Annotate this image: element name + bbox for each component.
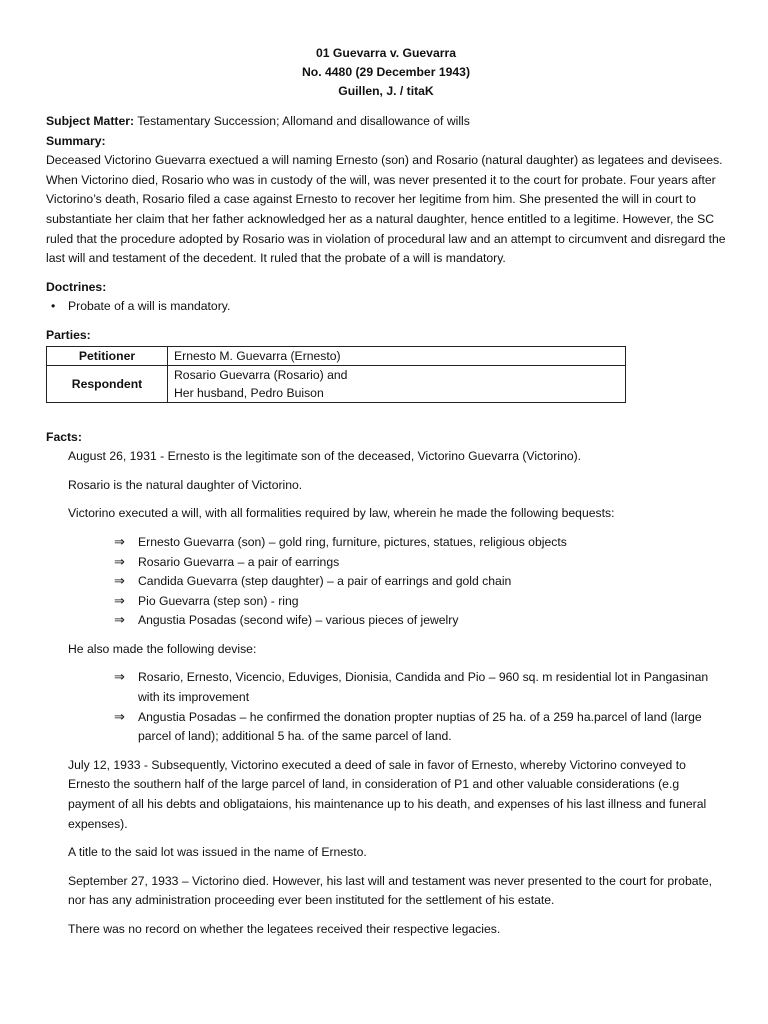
facts-paragraph-1: August 26, 1931 - Ernesto is the legitimate son of the deceased, Victorino Guevarra (Victorino). bbox=[68, 449, 582, 464]
respondent-line-1: Rosario Guevarra (Rosario) and bbox=[174, 367, 348, 382]
table-row bbox=[47, 365, 626, 402]
devise-text: Angustia Posadas – he confirmed the donation propter nuptias of 25 ha. of a 259 ha.parcel of land (large parcel of land); additional 5 ha. of the same parcel of land. bbox=[138, 709, 702, 744]
list-item bbox=[114, 668, 726, 707]
arrow-right-icon: ⇒ bbox=[114, 613, 125, 629]
subject-matter bbox=[46, 112, 726, 132]
petitioner-role: Petitioner bbox=[47, 346, 168, 365]
facts-paragraph-6: A title to the said lot was issued in the name of Ernesto. bbox=[68, 845, 367, 860]
facts-paragraph-2: Rosario is the natural daughter of Victorino. bbox=[68, 477, 303, 492]
case-header bbox=[46, 44, 726, 101]
petitioner-name: Ernesto M. Guevarra (Ernesto) bbox=[168, 346, 626, 365]
devise-text: Rosario, Ernesto, Vicencio, Eduviges, Dionisia, Candida and Pio – 960 sq. m residential lot in Pangasinan with its improvement bbox=[138, 670, 709, 705]
bequest-text: Ernesto Guevarra (son) – gold ring, furniture, pictures, statues, religious objects bbox=[138, 534, 567, 549]
doctrine-text: Probate of a will is mandatory. bbox=[68, 299, 231, 314]
list-item bbox=[114, 533, 726, 553]
bequest-text: Pio Guevarra (step son) - ring bbox=[138, 593, 299, 608]
bequests-list bbox=[46, 533, 726, 631]
arrow-right-icon: ⇒ bbox=[114, 709, 125, 725]
list-item bbox=[114, 553, 726, 573]
bequest-text: Rosario Guevarra – a pair of earrings bbox=[138, 554, 340, 569]
parties-table bbox=[46, 346, 626, 403]
parties-label: Parties: bbox=[46, 327, 91, 342]
facts-paragraph-8: There was no record on whether the legatees received their respective legacies. bbox=[68, 922, 501, 936]
list-item bbox=[114, 708, 726, 747]
case-number: No. 4480 (29 December 1943) bbox=[301, 65, 470, 79]
table-row bbox=[47, 346, 626, 365]
bullet-icon: • bbox=[51, 299, 56, 314]
devises-list bbox=[46, 668, 726, 746]
document-page bbox=[46, 44, 726, 949]
facts-label: Facts: bbox=[46, 429, 82, 444]
arrow-right-icon: ⇒ bbox=[114, 534, 125, 550]
subject-text: Testamentary Succession; Allomand and disallowance of wills bbox=[137, 114, 470, 128]
list-item bbox=[114, 592, 726, 612]
case-title: 01 Guevarra v. Guevarra bbox=[315, 46, 457, 60]
arrow-right-icon: ⇒ bbox=[114, 593, 125, 609]
list-item bbox=[114, 572, 726, 592]
facts-paragraph-5: July 12, 1933 - Subsequently, Victorino executed a deed of sale in favor of Ernesto, whereby Victorino conveyed to Ernesto the southern half of the large parcel of land, in consideration of P1 and other valuable considerations (e.g payment of all his debts and obligataions, his maintenance up to his death, and expenses of his last illness and funeral expenses). bbox=[68, 757, 707, 831]
doctrines-label: Doctrines: bbox=[46, 279, 107, 294]
doctrines-list bbox=[46, 297, 726, 317]
bequest-text: Candida Guevarra (step daughter) – a pair of earrings and gold chain bbox=[138, 574, 512, 589]
respondent-role: Respondent bbox=[47, 365, 168, 402]
arrow-right-icon: ⇒ bbox=[114, 670, 125, 686]
summary-label: Summary: bbox=[46, 133, 106, 148]
bequest-text: Angustia Posadas (second wife) – various pieces of jewelry bbox=[138, 613, 459, 628]
subject-label: Subject Matter: bbox=[46, 114, 135, 128]
respondent-names bbox=[168, 365, 626, 402]
list-item bbox=[114, 611, 726, 631]
doctrine-item bbox=[46, 297, 726, 317]
facts-paragraph-4: He also made the following devise: bbox=[68, 641, 257, 656]
arrow-right-icon: ⇒ bbox=[114, 574, 125, 590]
facts-paragraph-7: September 27, 1933 – Victorino died. However, his last will and testament was never presented to the court for probate, nor has any administration proceeding ever been instituted for the settlement of his estate. bbox=[68, 873, 713, 908]
ponente: Guillen, J. / titaK bbox=[338, 84, 434, 98]
respondent-line-2: Her husband, Pedro Buison bbox=[174, 385, 324, 400]
facts-paragraph-3: Victorino executed a will, with all formalities required by law, wherein he made the following bequests: bbox=[68, 506, 615, 521]
arrow-right-icon: ⇒ bbox=[114, 554, 125, 570]
summary-text: Deceased Victorino Guevarra exectued a will naming Ernesto (son) and Rosario (natural daughter) as legatees and devisees. When Victorino died, Rosario who was in custody of the will, was never presented it to the court for probate. Four years after Victorino’s death, Rosario filed a case against Ernesto to recover her legitime from him. She presented the will in court to substantiate her claim that her father acknowledged her as a natural daughter, hence entitled to a legitime. However, the SC ruled that the procedure adopted by Rosario was in violation of procedural law and an attempt to circumvent and disregard the last will and testament of the decedent. It ruled that the probate of a will is mandatory. bbox=[46, 153, 726, 266]
